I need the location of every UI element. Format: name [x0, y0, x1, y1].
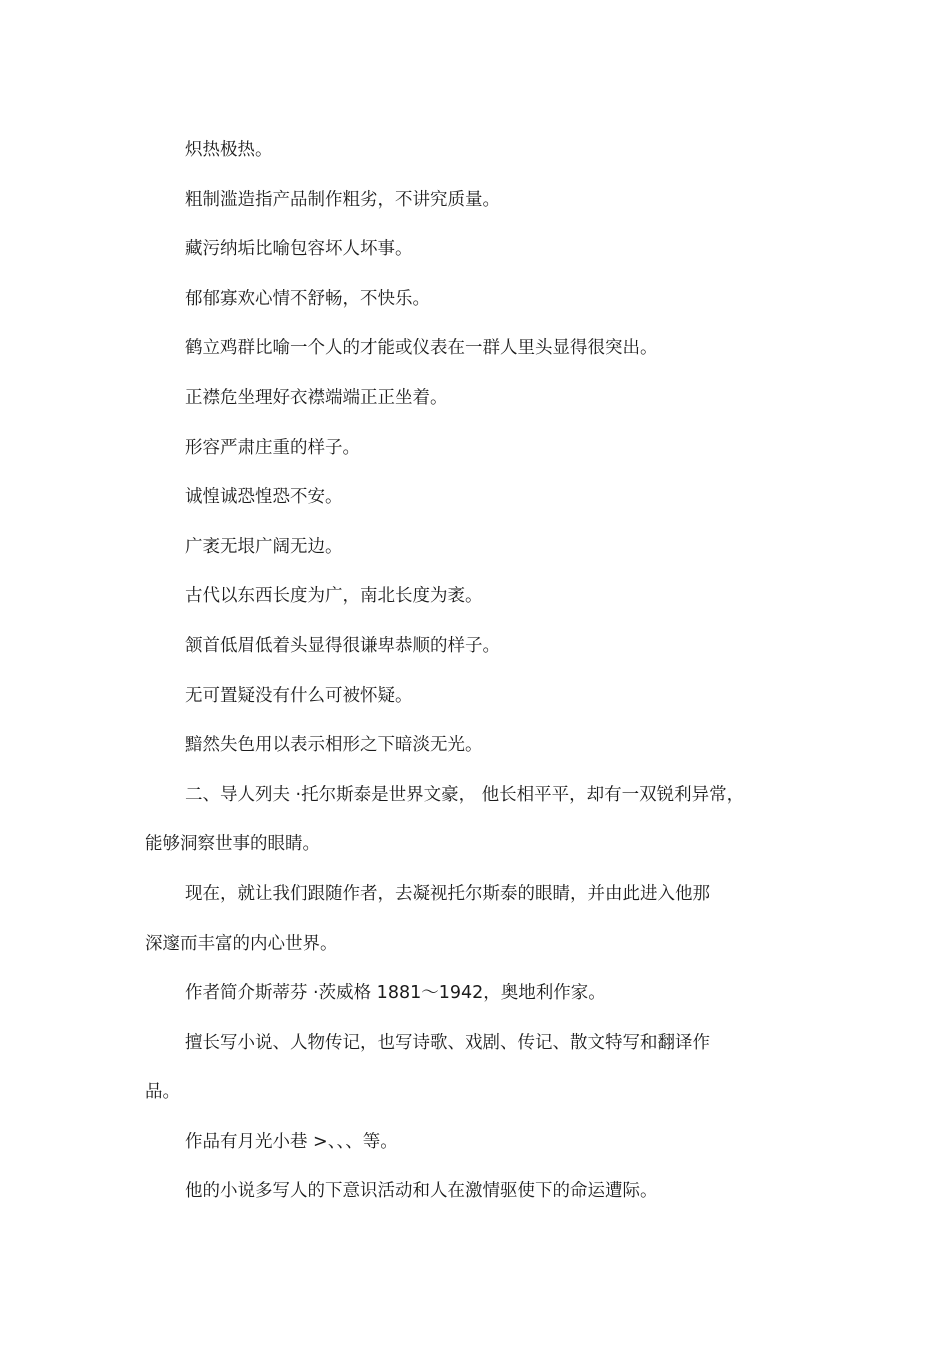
paragraph-line: 粗制滥造指产品制作粗劣，不讲究质量。 [185, 189, 500, 210]
paragraph-line: 擅长写小说、人物传记，也写诗歌、戏剧、传记、散文特写和翻译作 [185, 1032, 710, 1053]
paragraph-line: 郁郁寡欢心情不舒畅，不快乐。 [185, 288, 430, 309]
paragraph-line: 能够洞察世事的眼睛。 [145, 834, 320, 855]
paragraph-line: 炽热极热。 [185, 140, 273, 160]
paragraph-line: 深邃而丰富的内心世界。 [145, 933, 338, 954]
paragraph-line: 黯然失色用以表示相形之下暗淡无光。 [185, 735, 483, 756]
paragraph-line: 二、导人列夫 ·托尔斯泰是世界文豪， 他长相平平，却有一双锐利异常， [185, 784, 745, 805]
paragraph-line: 诚惶诚恐惶恐不安。 [185, 487, 343, 508]
paragraph-line: 无可置疑没有什么可被怀疑。 [185, 685, 413, 706]
paragraph-line: 鹤立鸡群比喻一个人的才能或仪表在一群人里头显得很突出。 [185, 338, 658, 359]
paragraph-line: 广袤无垠广阔无边。 [185, 536, 343, 557]
paragraph-line: 正襟危坐理好衣襟端端正正坐着。 [185, 387, 448, 408]
paragraph-line: 作者简介斯蒂芬 ·茨威格 1881～1942，奥地利作家。 [185, 983, 606, 1004]
paragraph-line: 古代以东西长度为广，南北长度为袤。 [185, 586, 483, 607]
paragraph-line: 形容严肃庄重的样子。 [185, 437, 360, 458]
paragraph-line: 品。 [145, 1082, 180, 1103]
paragraph-line: 作品有月光小巷 >、、、等。 [185, 1131, 398, 1152]
paragraph-line: 颔首低眉低着头显得很谦卑恭顺的样子。 [185, 635, 500, 656]
paragraph-line: 藏污纳垢比喻包容坏人坏事。 [185, 239, 413, 260]
paragraph-line: 他的小说多写人的下意识活动和人在激情驱使下的命运遭际。 [185, 1181, 658, 1202]
document-body [145, 126, 795, 1217]
paragraph-line: 现在，就让我们跟随作者，去凝视托尔斯泰的眼睛，并由此进入他那 [185, 883, 710, 904]
